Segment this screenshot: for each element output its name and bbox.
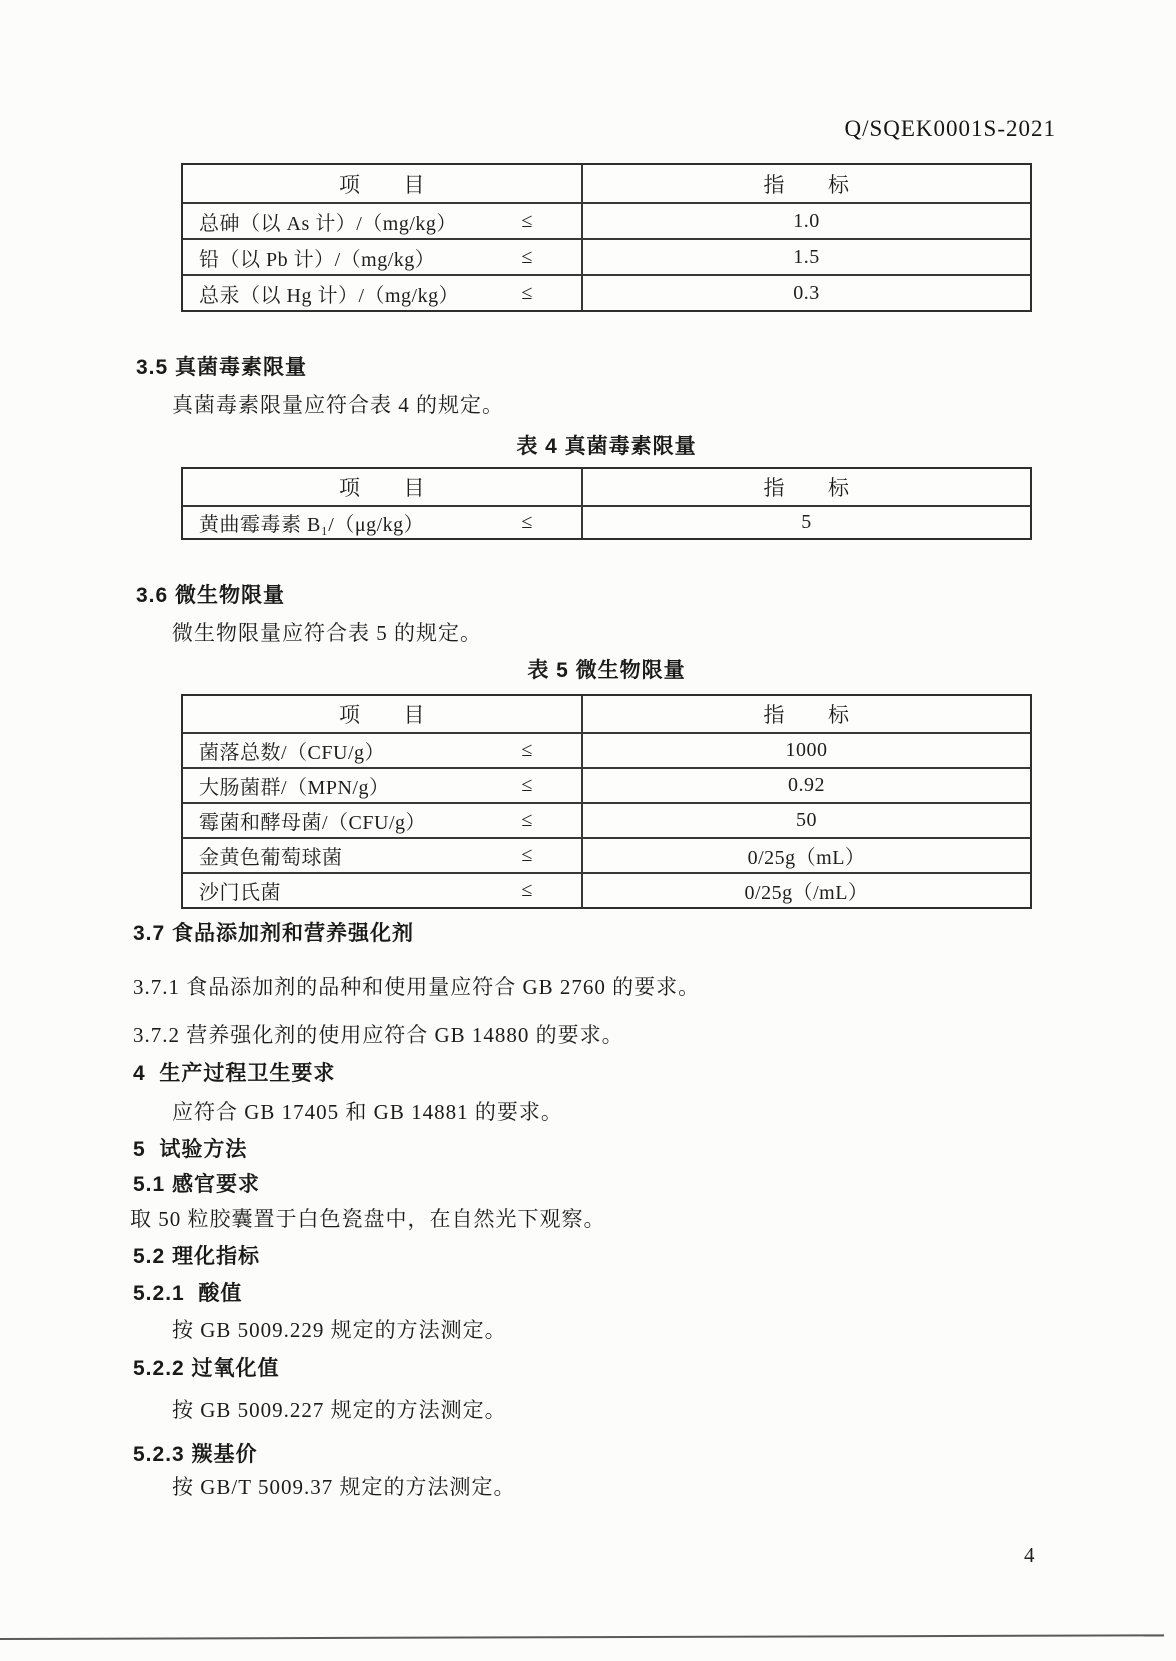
row-item-cell [183, 874, 583, 907]
row-item-cell [183, 204, 583, 238]
lte-operator: ≤ [521, 809, 533, 831]
column-header-index: 指 标 [763, 476, 850, 500]
row-value-cell: 1000 [785, 739, 828, 761]
mycotoxin-limits-table [181, 467, 1032, 540]
bottom-scan-edge-line [0, 1634, 1164, 1640]
section-5-2-2-heading: 5.2.2 过氧化值 [133, 1357, 280, 1380]
section-5-1-heading: 5.1 感官要求 [133, 1173, 261, 1196]
table-5-title: 表 5 微生物限量 [527, 659, 686, 682]
table-4-title: 表 4 真菌毒素限量 [516, 435, 697, 458]
item-label: 总汞（以 Hg 计）/（mg/kg） [199, 284, 460, 307]
row-item-cell [183, 734, 583, 767]
table-row [183, 202, 1030, 238]
clause-3-7-2: 3.7.2 营养强化剂的使用应符合 GB 14880 的要求。 [133, 1023, 624, 1047]
section-5-2-3-heading: 5.2.3 羰基价 [133, 1443, 258, 1466]
item-label: 霉菌和酵母菌/（CFU/g） [199, 812, 427, 834]
row-value-cell: 50 [796, 809, 817, 831]
row-value-cell: 1.5 [793, 245, 820, 268]
table-row [183, 732, 1030, 767]
row-item-cell [183, 507, 583, 538]
clause-3-7-1: 3.7.1 食品添加剂的品种和使用量应符合 GB 2760 的要求。 [133, 975, 701, 999]
lte-operator: ≤ [521, 209, 533, 232]
item-label: 黄曲霉毒素 B₁/（μg/kg） [199, 514, 425, 536]
section-5-1-paragraph: 取 50 粒胶囊置于白色瓷盘中，在自然光下观察。 [130, 1207, 606, 1231]
row-value-cell: 5 [801, 511, 812, 533]
item-label: 沙门氏菌 [199, 882, 281, 904]
lte-operator: ≤ [521, 844, 533, 866]
item-label: 大肠菌群/（MPN/g） [199, 777, 390, 799]
table-row [183, 238, 1030, 274]
section-5-2-1-paragraph: 按 GB 5009.229 规定的方法测定。 [172, 1318, 507, 1342]
table-row [183, 872, 1030, 907]
row-value-cell: 0/25g（/mL） [744, 882, 869, 904]
section-3-6-heading: 3.6 微生物限量 [136, 584, 286, 607]
section-3-5-heading: 3.5 真菌毒素限量 [136, 356, 308, 379]
column-header-item: 项 目 [183, 165, 583, 202]
section-5-2-1-heading: 5.2.1 酸值 [133, 1282, 243, 1305]
item-label: 金黄色葡萄球菌 [199, 847, 343, 869]
document-code: Q/SQEK0001S-2021 [844, 116, 1056, 141]
section-3-7-heading: 3.7 食品添加剂和营养强化剂 [133, 922, 415, 945]
row-item-cell [183, 276, 583, 310]
section-4-paragraph: 应符合 GB 17405 和 GB 14881 的要求。 [172, 1100, 563, 1124]
table-row [183, 767, 1030, 802]
table-row [183, 274, 1030, 310]
column-header-item: 项 目 [183, 696, 583, 732]
page-number: 4 [1024, 1543, 1035, 1567]
table-row [183, 802, 1030, 837]
section-5-2-heading: 5.2 理化指标 [133, 1245, 261, 1268]
item-label: 总砷（以 As 计）/（mg/kg） [199, 212, 457, 235]
section-4-heading: 4 生产过程卫生要求 [133, 1062, 336, 1085]
lte-operator: ≤ [521, 281, 533, 304]
column-header-index: 指 标 [763, 703, 850, 727]
row-item-cell [183, 839, 583, 872]
lte-operator: ≤ [521, 739, 533, 761]
table-row [183, 505, 1030, 538]
row-item-cell [183, 240, 583, 274]
row-value-cell: 0.3 [793, 281, 820, 304]
row-item-cell [183, 804, 583, 837]
contaminant-limits-table [181, 163, 1032, 312]
lte-operator: ≤ [521, 774, 533, 796]
lte-operator: ≤ [521, 511, 533, 533]
microbiological-limits-table [181, 694, 1032, 909]
section-3-5-paragraph: 真菌毒素限量应符合表 4 的规定。 [172, 393, 504, 417]
section-5-2-3-paragraph: 按 GB/T 5009.37 规定的方法测定。 [172, 1475, 516, 1499]
lte-operator: ≤ [521, 245, 533, 268]
section-5-2-2-paragraph: 按 GB 5009.227 规定的方法测定。 [172, 1398, 507, 1422]
section-3-6-paragraph: 微生物限量应符合表 5 的规定。 [172, 621, 482, 645]
row-value-cell: 0.92 [788, 774, 825, 796]
row-value-cell: 0/25g（mL） [747, 847, 866, 869]
row-item-cell [183, 769, 583, 802]
section-5-heading: 5 试验方法 [133, 1138, 248, 1161]
row-value-cell: 1.0 [793, 209, 820, 232]
item-label: 菌落总数/（CFU/g） [199, 742, 386, 764]
table-row [183, 837, 1030, 872]
column-header-item: 项 目 [183, 469, 583, 505]
item-label: 铅（以 Pb 计）/（mg/kg） [199, 248, 436, 271]
column-header-index: 指 标 [763, 172, 850, 197]
lte-operator: ≤ [521, 879, 533, 901]
